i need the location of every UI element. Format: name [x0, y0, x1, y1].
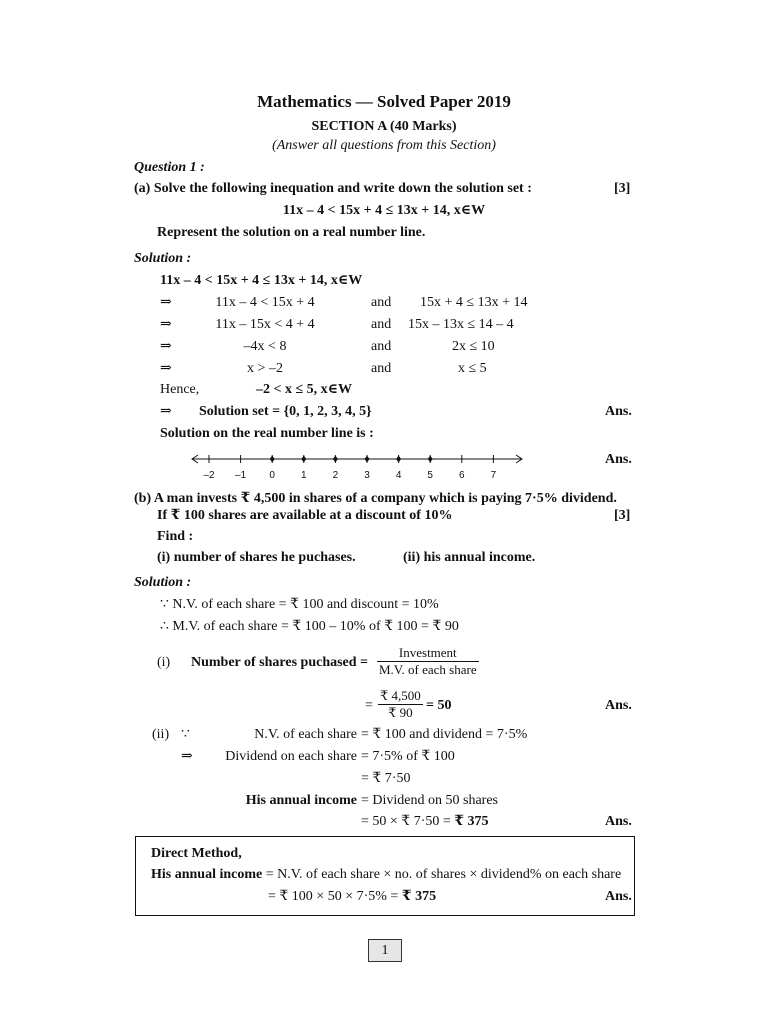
find-label: Find : — [157, 529, 194, 544]
number-line-tick-label: 4 — [395, 470, 402, 481]
ii-line2-left: Dividend on each share — [225, 749, 357, 764]
answer-marker: Ans. — [605, 452, 632, 467]
nv-line: ∵ N.V. of each share = ₹ 100 and discount = 10% — [160, 597, 439, 612]
fraction-numerator: Investment — [398, 645, 457, 660]
number-line-tick-label: 3 — [364, 470, 370, 481]
fraction-investment — [377, 645, 479, 678]
step-left: x > –2 — [247, 361, 283, 376]
implies-arrow: ⇒ — [160, 317, 172, 332]
question-a-marks: [3] — [614, 181, 631, 196]
question-a-equation: 11x – 4 < 15x + 4 ≤ 13x + 14, x∈W — [282, 203, 486, 218]
page-title: Mathematics — Solved Paper 2019 — [257, 92, 511, 111]
page-number: 1 — [368, 939, 402, 962]
direct-method-title: Direct Method, — [151, 846, 242, 861]
ii-line5 — [361, 813, 489, 831]
shares-result: = 50 — [426, 698, 452, 713]
section-instruction: (Answer all questions from this Section) — [272, 138, 496, 153]
part-ii-label: (ii) — [152, 727, 170, 742]
fraction-denominator: ₹ 90 — [388, 705, 413, 720]
because-symbol: ∵ — [181, 727, 190, 742]
solution-point — [301, 456, 306, 463]
solution-point — [333, 456, 338, 463]
solution-point — [428, 456, 433, 463]
step-and: and — [371, 295, 392, 310]
number-line-tick-label: 0 — [269, 470, 275, 481]
step-right: 15x + 4 ≤ 13x + 14 — [420, 295, 528, 310]
question-b-marks: [3] — [614, 508, 631, 523]
direct-method-calc: = ₹ 100 × 50 × 7·5% = — [268, 889, 402, 904]
section-heading: SECTION A (40 Marks) — [311, 119, 457, 134]
mv-line: ∴ M.V. of each share = ₹ 100 – 10% of ₹ 100 = ₹ 90 — [160, 619, 459, 634]
answer-marker: Ans. — [605, 814, 632, 829]
solution-set: Solution set = {0, 1, 2, 3, 4, 5} — [199, 404, 372, 419]
step-right: 2x ≤ 10 — [452, 339, 495, 354]
step-and: and — [371, 317, 392, 332]
fraction-shares — [378, 688, 423, 721]
number-line-tick-label: –1 — [235, 470, 247, 481]
annual-income-label: His annual income — [151, 867, 263, 882]
number-line-tick-label: 6 — [459, 470, 465, 481]
question-label: Question 1 : — [134, 160, 205, 175]
step-left: –4x < 8 — [243, 339, 287, 354]
ii-line1-right: = ₹ 100 and dividend = 7·5% — [361, 727, 528, 742]
direct-method-formula: = N.V. of each share × no. of shares × dividend% on each share — [262, 867, 622, 882]
answer-marker: Ans. — [605, 889, 632, 904]
ii-line4-left: His annual income — [245, 793, 357, 808]
solution-b-label: Solution : — [134, 575, 192, 590]
ii-line1-left: N.V. of each share — [254, 727, 357, 742]
solution-point — [270, 456, 275, 463]
direct-method-line1 — [151, 866, 621, 884]
find-item-i: (i) number of shares he puchases. — [157, 550, 356, 565]
implies-arrow: ⇒ — [160, 361, 172, 376]
direct-method-result: ₹ 375 — [401, 889, 437, 904]
implies-arrow: ⇒ — [160, 339, 172, 354]
solution-a-label: Solution : — [134, 251, 192, 266]
answer-marker: Ans. — [605, 404, 632, 419]
hence-result: –2 < x ≤ 5, x∈W — [256, 382, 353, 397]
hence-label: Hence, — [160, 382, 200, 397]
implies-arrow: ⇒ — [160, 295, 172, 310]
fraction-numerator: ₹ 4,500 — [380, 688, 421, 703]
number-line-tick-label: 1 — [301, 470, 307, 481]
answer-marker: Ans. — [605, 698, 632, 713]
question-a-represent: Represent the solution on a real number line. — [157, 225, 426, 240]
equals-sign: = — [365, 698, 373, 713]
number-line-label: Solution on the real number line is : — [160, 426, 374, 441]
annual-income-result: ₹ 375 — [454, 814, 489, 829]
direct-method-line2 — [268, 888, 436, 906]
find-item-ii: (ii) his annual income. — [403, 550, 536, 565]
fraction-denominator: M.V. of each share — [379, 662, 477, 677]
step-left: 11x – 4 < 15x + 4 — [215, 295, 315, 310]
number-line-tick-label: –2 — [203, 470, 215, 481]
number-line-tick-label: 5 — [427, 470, 433, 481]
step-and: and — [371, 339, 392, 354]
step-right: 15x – 13x ≤ 14 – 4 — [408, 317, 514, 332]
solution-point — [365, 456, 370, 463]
real-number-line — [188, 450, 533, 482]
part-i-label: (i) — [157, 655, 171, 670]
ii-line5-text: = 50 × ₹ 7·50 = — [361, 814, 455, 829]
step-right: x ≤ 5 — [458, 361, 487, 376]
solution-point — [396, 456, 401, 463]
step-and: and — [371, 361, 392, 376]
number-line-tick-label: 2 — [332, 470, 339, 481]
question-a-prompt: (a) Solve the following inequation and write down the solution set : — [134, 181, 532, 196]
part-i-text: Number of shares puchased = — [191, 655, 369, 670]
step-left: 11x – 15x < 4 + 4 — [215, 317, 315, 332]
ii-line4-right: = Dividend on 50 shares — [361, 793, 498, 808]
number-line-tick-label: 7 — [490, 470, 497, 481]
solution-a-equation: 11x – 4 < 15x + 4 ≤ 13x + 14, x∈W — [160, 273, 363, 288]
question-b-prompt-cont: If ₹ 100 shares are available at a discount of 10% — [157, 508, 453, 523]
ii-line3-right: = ₹ 7·50 — [361, 771, 411, 786]
direct-method-box — [135, 836, 635, 916]
question-b-prompt: (b) A man invests ₹ 4,500 in shares of a company which is paying 7·5% dividend. — [134, 491, 617, 506]
implies-arrow: ⇒ — [181, 749, 193, 764]
ii-line2-right: = 7·5% of ₹ 100 — [361, 749, 455, 764]
implies-arrow: ⇒ — [160, 404, 172, 419]
